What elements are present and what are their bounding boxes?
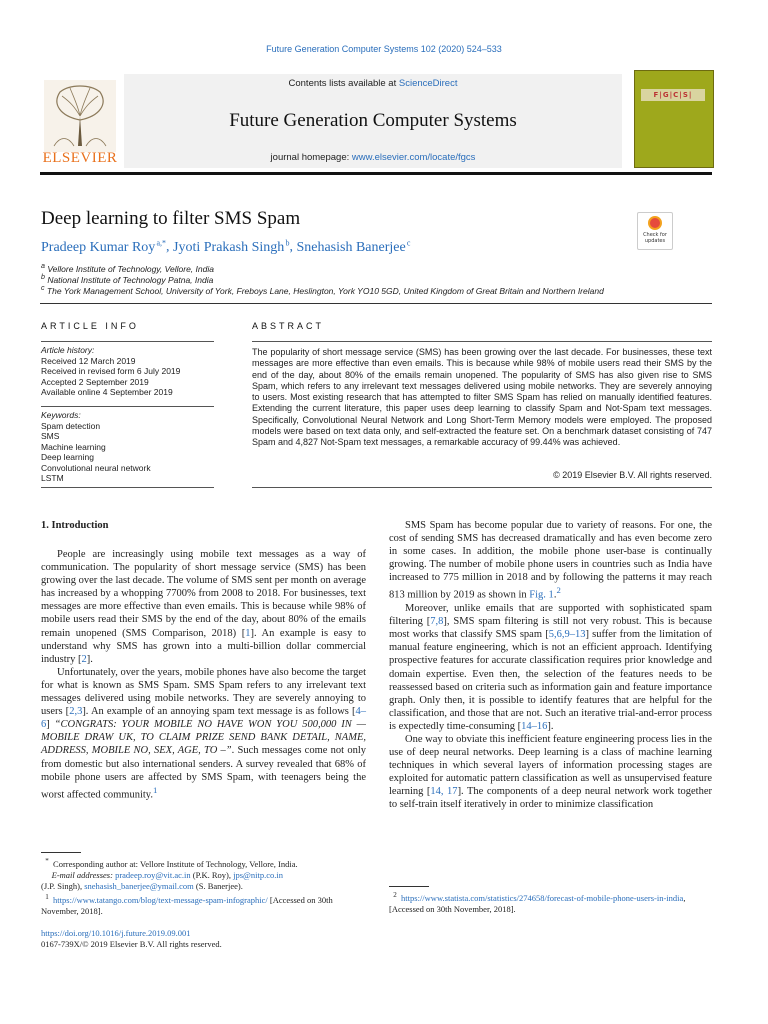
email-addresses-cont: (J.P. Singh), snehasish_banerjee@ymail.com (S. Banerjee). bbox=[41, 880, 243, 891]
email-link[interactable]: snehasish_banerjee@ymail.com bbox=[84, 880, 194, 891]
homepage-line bbox=[124, 152, 622, 163]
section-heading-introduction: 1. Introduction bbox=[41, 520, 109, 531]
keyword: LSTM bbox=[41, 473, 64, 483]
cover-title: F|G|C|S| bbox=[641, 89, 705, 101]
keyword: Deep learning bbox=[41, 452, 94, 462]
history-divider bbox=[41, 406, 214, 407]
figure-link[interactable]: Fig. 1 bbox=[529, 589, 554, 601]
journal-title: Future Generation Computer Systems bbox=[229, 110, 517, 131]
keywords-divider bbox=[41, 487, 214, 488]
paragraph: Moreover, unlike emails that are supported with sophisticated spam filtering [7,8], SMS spam filtering is still not very robust. This is because most works that classify SMS spam [5,6,9–13] suffer from the limitation of manual feature engineering, which is not an efficient approach. Identifying prospective features for accurate classification requires prior knowledge and domain expertise. Even then, the selection of the features needs to be reassessed based on criteria such as information gain and feature importance graph. Only then, it is possible to identify features that are helpful for the classification, and those that are not. Such an iterative trial-and-error process is expectedly time-consuming [14–16]. bbox=[389, 603, 712, 732]
history-online: Available online 4 September 2019 bbox=[41, 387, 173, 397]
citation-link[interactable]: 7,8 bbox=[430, 616, 444, 628]
paragraph: Unfortunately, over the years, mobile phones have also become the target for what is known as SMS Spam. SMS Spam refers to any irrelevant text messages delivered using mobile networks. They are severely annoying to users [2,3]. An example of an annoying spam text message is as follows [4–6] “CONGRATS: YOUR MOBILE NO HAVE WON YOU 500,000 IN — MOBILE DRAW UK, TO CLAIM PRIZE SEND BANK DETAIL, NAME, ADDRESS, MOBILE NO, SEX, AGE, TO –”. Such messages come not only from domestic but also international senders. A survey revealed that 68% of mobile phone users are affected by SMS Spam, with teenagers being the worst affected community.$^1$ bbox=[41, 666, 367, 801]
paragraph: People are increasingly using mobile text messages as a way of communication. The popularity of short message service (SMS) has been growing over the last decade. The volume of SMS sent per month on average has increased by a whopping 7700% from 2008 to 2018. For businesses, text messages are more effective than even emails. This is because while 98% of mobile users read their SMS by the end of the day, about 80% of the emails remain unopened (SMS Comparison, 2018) [1]. An example is easy to understand why SMS has grown into a multi-billion dollar commercial industry [2]. bbox=[41, 549, 366, 665]
footnote-1: $^1$ https://www.tatango.com/blog/text-message-spam-infographic/ [Accessed on 30th November, 2018]. bbox=[41, 892, 333, 916]
history-revised: Received in revised form 6 July 2019 bbox=[41, 366, 181, 376]
footnote-url[interactable]: https://www.tatango.com/blog/text-message-spam-infographic/ bbox=[53, 894, 268, 905]
body-column-left bbox=[41, 548, 366, 801]
check-updates-label: Check for updates bbox=[643, 232, 667, 244]
spam-example-quote: “CONGRATS: YOUR MOBILE NO HAVE WON YOU 500,000 IN — MOBILE DRAW UK, TO CLAIM PRIZE SEND BANK DETAIL, NAME, ADDRESS, MOBILE NO, SEX, AGE, TO –” bbox=[41, 719, 367, 757]
article-info-divider bbox=[41, 341, 214, 342]
paper-title: Deep learning to filter SMS Spam bbox=[41, 208, 301, 229]
homepage-link[interactable]: www.elsevier.com/locate/fgcs bbox=[351, 152, 476, 163]
citation-link[interactable]: 5,6,9–13 bbox=[548, 629, 586, 641]
abstract-copyright: © 2019 Elsevier B.V. All rights reserved. bbox=[553, 470, 712, 480]
citation-link[interactable]: 1 bbox=[245, 627, 251, 639]
citation-link[interactable]: 14–16 bbox=[521, 720, 548, 732]
keyword: SMS bbox=[41, 431, 60, 441]
citation-link[interactable]: 14, 17 bbox=[430, 786, 458, 798]
contents-line bbox=[124, 78, 622, 89]
history-label: Article history: bbox=[41, 345, 95, 355]
footnotes-left bbox=[41, 856, 366, 917]
citation-link[interactable]: 2 bbox=[81, 653, 87, 665]
author-2[interactable]: Jyoti Prakash Singh $^b$ bbox=[173, 238, 290, 255]
journal-header-band bbox=[124, 74, 622, 168]
body-column-right bbox=[389, 519, 712, 812]
header-divider bbox=[40, 172, 712, 175]
publisher-name: ELSEVIER bbox=[42, 150, 118, 166]
check-for-updates-button[interactable] bbox=[637, 212, 673, 250]
journal-reference[interactable]: Future Generation Computer Systems 102 (2020) 524–533 bbox=[266, 44, 502, 54]
bookmark-icon bbox=[648, 216, 662, 230]
journal-cover[interactable] bbox=[634, 70, 714, 168]
affiliation-c: $^c$ The York Management School, University of York, Freboys Lane, Heslington, York YO10 5GD, United Kingdom of Great Britain and Northern Ireland bbox=[41, 284, 604, 296]
article-history bbox=[41, 345, 180, 398]
history-received: Received 12 March 2019 bbox=[41, 355, 136, 366]
footnotes-right bbox=[389, 890, 712, 915]
paragraph: One way to obviate this inefficient feature engineering process lies in the use of deep neural networks. Deep learning is a class of machine learning techniques in which several layers of information processing stages are exploited for automatic pattern classification as well as unsupervised feature learning [14, 17]. The components of a deep neural network work together to self-train itself iteratively in order to minimize classification bbox=[389, 734, 713, 811]
sciencedirect-link[interactable]: ScienceDirect bbox=[398, 78, 458, 89]
keyword: Spam detection bbox=[41, 420, 101, 431]
doi-link[interactable]: https://doi.org/10.1016/j.future.2019.09.001 bbox=[41, 928, 191, 938]
email-link[interactable]: pradeep.roy@vit.ac.in bbox=[115, 869, 191, 880]
footnote-link[interactable]: 1 bbox=[152, 784, 158, 795]
keyword: Convolutional neural network bbox=[41, 462, 151, 473]
affiliation-a: $^a$ Vellore Institute of Technology, Vellore, India bbox=[41, 262, 214, 274]
footnote-divider bbox=[41, 852, 81, 853]
abstract-divider bbox=[252, 341, 712, 342]
doi-block bbox=[41, 928, 222, 950]
article-info-heading: ARTICLE INFO bbox=[41, 321, 139, 331]
email-link[interactable]: jps@nitp.co.in bbox=[233, 869, 283, 880]
homepage-prefix: journal homepage: bbox=[270, 152, 350, 163]
footnote-link[interactable]: 2 bbox=[556, 585, 561, 596]
abstract-heading: ABSTRACT bbox=[252, 321, 325, 331]
footnote-2: $^2$ https://www.statista.com/statistics/274658/forecast-of-mobile-phone-users-in-india, [Accessed on 30th November, 2018]. bbox=[389, 891, 686, 914]
keywords bbox=[41, 410, 151, 484]
contents-prefix: Contents lists available at bbox=[288, 78, 397, 89]
issn-line: 0167-739X/© 2019 Elsevier B.V. All rights reserved. bbox=[41, 939, 222, 949]
citation-link[interactable]: 2,3 bbox=[69, 706, 83, 718]
author-3[interactable]: Snehasish Banerjee $^c$ bbox=[296, 238, 411, 255]
corresponding-author-note: * Corresponding author at: Vellore Institute of Technology, Vellore, India. bbox=[45, 857, 298, 869]
abstract-text: The popularity of short message service (SMS) has been growing over the last decade. For businesses, these text messages are more effective than even emails. This is because while 98% of mobile users read their SMS by the end of the day, about 80% of the emails remain unopened. The popularity of SMS has also given rise to SMS Spam, which refers to any irrelevant text messages delivered using mobile networks. They are severely annoying to users. Most existing research that has attempted to filter SMS Spam has relied on manually identified features. Extending the current literature, this paper uses deep learning to classify Spam and Not-Spam text messages. Specifically, Convolutional Neural Network and Long Short-Term Memory models were employed. The proposed models were based on text data only, and self-extracted the feature set. On a benchmark dataset consisting of 747 Spam and 4,827 Not-Spam text messages, a remarkable accuracy of 99.44% was achieved. bbox=[252, 347, 712, 447]
history-accepted: Accepted 2 September 2019 bbox=[41, 376, 149, 387]
affiliation-b: $^b$ National Institute of Technology Patna, India bbox=[41, 273, 214, 285]
keywords-label: Keywords: bbox=[41, 410, 81, 420]
paragraph: SMS Spam has become popular due to variety of reasons. For one, the cost of sending SMS has decreased dramatically and has even become zero in some cases. In addition, the mobile phone user-base is continually growing. The number of mobile phone users in countries such as India have increased to 775 million in 2018 and by following the patterns it may reach 813 million by 2019 as shown in Fig. 1.$^2$ bbox=[389, 520, 712, 601]
citation-link[interactable]: 4–6 bbox=[41, 706, 366, 731]
affiliation-divider bbox=[40, 303, 712, 304]
footnote-url[interactable]: https://www.statista.com/statistics/274658/forecast-of-mobile-phone-users-in-india bbox=[401, 892, 684, 903]
email-addresses: E-mail addresses: pradeep.roy@vit.ac.in (P.K. Roy), jps@nitp.co.in bbox=[51, 869, 283, 880]
author-list: Pradeep Kumar Roy $^{a,*}$, Jyoti Prakash Singh $^b$, Snehasish Banerjee $^c$ bbox=[41, 238, 411, 255]
masthead bbox=[40, 70, 712, 168]
author-1[interactable]: Pradeep Kumar Roy $^{a,*}$ bbox=[41, 238, 167, 255]
abstract-bottom-divider bbox=[252, 487, 712, 488]
keyword: Machine learning bbox=[41, 441, 106, 452]
footnote-divider bbox=[389, 886, 429, 887]
